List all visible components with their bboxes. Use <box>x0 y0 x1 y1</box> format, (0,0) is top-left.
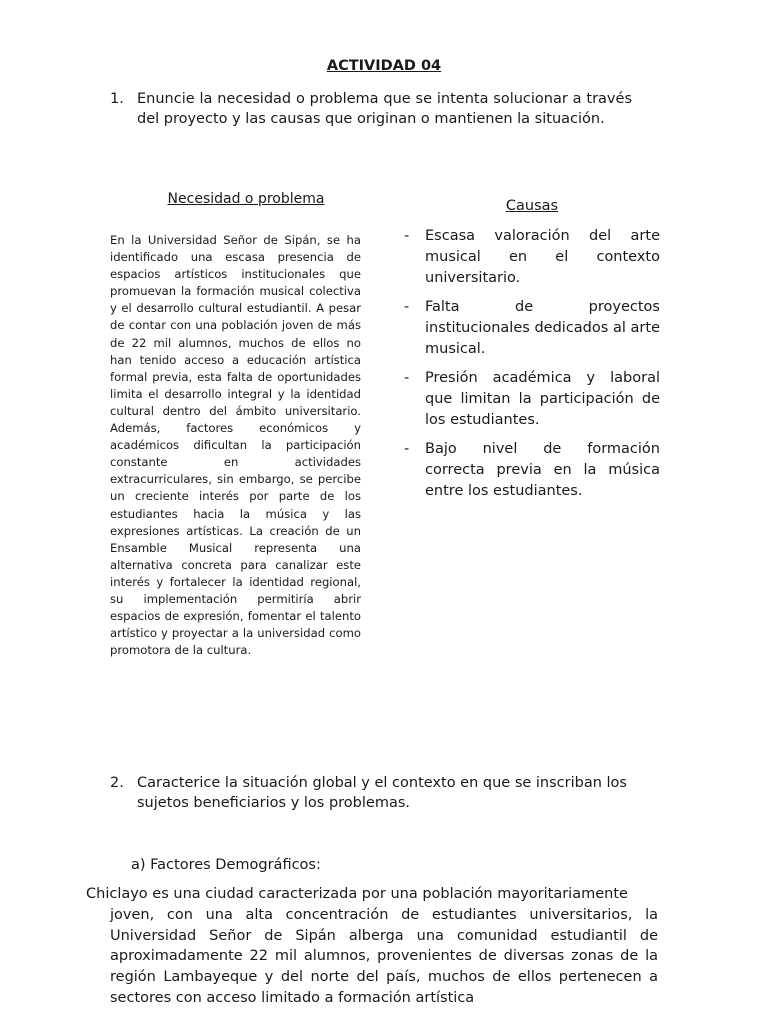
subsection-a <box>131 855 321 875</box>
cause-text: Bajo nivel de formación correcta previa en la música entre los estudiantes. <box>425 441 660 499</box>
causes-list <box>404 226 660 510</box>
question-2-number: 2. <box>110 775 124 791</box>
bullet-dash: - <box>404 228 410 244</box>
need-description: En la Universidad Señor de Sipán, se ha identificado una escasa presencia de espacios artísticos institucionales que promuevan la formación musical colectiva y el desarrollo cultural estudiantil. A pesar de contar con una población joven de más de 22 mil alumnos, muchos de ellos no han tenido acceso a educación artística formal previa, esta falta de oportunidades limita el desarrollo integral y la identidad cultural dentro del ámbito universitario. Además, factores económicos y académicos dificultan la participación constante en actividades extracurriculares, sin embargo, se percibe un creciente interés por parte de los estudiantes hacia la música y las expresiones artísticas. La creación de un Ensamble Musical representa una alternativa concreta para canalizar este interés y fortalecer la identidad regional, su implementación permitiría abrir espacios de expresión, fomentar el talento artístico y proyectar a la universidad como promotora de la cultura. <box>110 233 361 658</box>
cause-text: Presión académica y laboral que limitan la participación de los estudiantes. <box>425 370 660 428</box>
cause-item <box>404 226 660 289</box>
need-heading: Necesidad o problema <box>167 191 325 207</box>
question-2-text: Caracterice la situación global y el contexto en que se inscriban los sujetos beneficiarios y los problemas. <box>137 775 627 811</box>
question-2 <box>112 773 642 813</box>
question-1-text: Enuncie la necesidad o problema que se intenta solucionar a través del proyecto y las causas que originan o mantienen la situación. <box>137 91 632 127</box>
cause-item <box>404 297 660 360</box>
causes-heading: Causas <box>505 198 559 214</box>
question-1 <box>112 89 632 129</box>
cause-text: Falta de proyectos institucionales dedicados al arte musical. <box>425 299 660 357</box>
bullet-dash: - <box>404 370 410 386</box>
page-title: ACTIVIDAD 04 <box>326 58 442 74</box>
subsection-a-label: Factores Demográficos: <box>150 857 321 873</box>
paragraph-first-line: Chiclayo es una ciudad caracterizada por una población mayoritariamente <box>86 886 628 902</box>
demographic-paragraph <box>86 884 658 1009</box>
bullet-dash: - <box>404 299 410 315</box>
bullet-dash: - <box>404 441 410 457</box>
subsection-a-marker: a) <box>131 857 146 873</box>
paragraph-rest: joven, con una alta concentración de estudiantes universitarios, la Universidad Señor de Sipán alberga una comunidad estudiantil de aproximadamente 22 mil alumnos, provenientes de diversas zonas de la región Lambayeque y del norte del país, muchos de ellos pertenecen a sectores con acceso limitado a formación artística <box>110 906 658 1006</box>
cause-item <box>404 439 660 502</box>
cause-text: Escasa valoración del arte musical en el contexto universitario. <box>425 228 660 286</box>
cause-item <box>404 368 660 431</box>
question-1-number: 1. <box>110 91 124 107</box>
